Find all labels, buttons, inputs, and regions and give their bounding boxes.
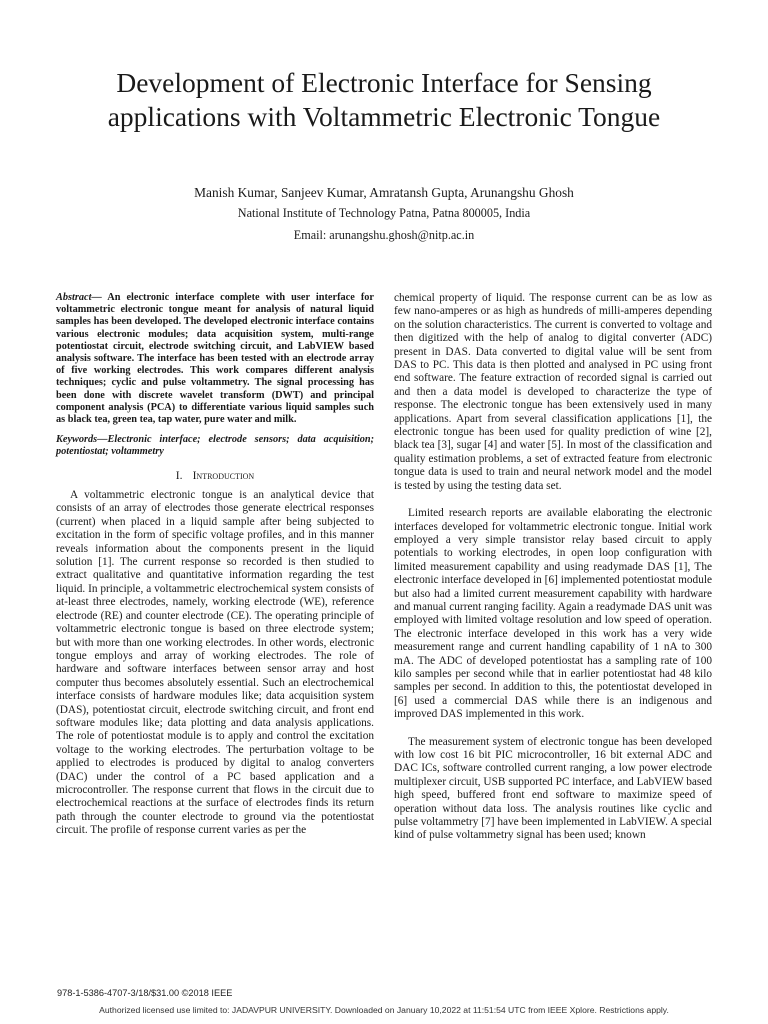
authors: Manish Kumar, Sanjeev Kumar, Amratansh Gupta, Arunangshu Ghosh bbox=[194, 185, 574, 200]
abstract-text: An electronic interface complete with user interface for voltammetric electronic tongue meant for analysis of natural liquid samples has been developed. The developed electronic interface contains various electronic modules; data acquisition system, multi-range potentiostat circuit, electrode switching circuit, and LabVIEW based analysis software. The interface has been tested with an electrode array of five working electrodes. This work compares different analysis techniques; cyclic and pulse voltammetry. The signal processing has been done with discrete wavelet transform (DWT) and principal component analysis (PCA) to differentiate various liquid samples such as black tea, green tea, tap water, pure water and milk. bbox=[56, 292, 374, 426]
section-title: Introduction bbox=[192, 468, 255, 482]
title-line-1: Development of Electronic Interface for Sensing bbox=[116, 67, 652, 98]
section-number: I. bbox=[175, 468, 183, 482]
copyright-notice: 978-1-5386-4707-3/18/$31.00 ©2018 IEEE bbox=[57, 988, 233, 998]
abstract bbox=[56, 292, 374, 426]
paragraph: The measurement system of electronic tongue has been developed with low cost 16 bit PIC microcontroller, 16 bit external ADC and DAC ICs, software controlled current ranging, a low power electrode multiplexer circuit, USB supported PC interface, and LabVIEW based high speed, buffered front end software to maximize speed of operation without data loss. The analysis routines like cyclic and pulse voltammetry [7] have been implemented in LabVIEW. A special kind of pulse voltammetry signal has been used; known bbox=[394, 735, 712, 842]
paragraph: chemical property of liquid. The response current can be as low as few nano-amperes or as high as hundreds of milli-amperes depending on the solution characteristics. The current is converted to voltage and then digitized with the help of analog to digital converter (ADC) present in DAS. Data converted to digital value will be sent from DAS to PC. This data is then plotted and analysed in PC using front end software. The feature extraction of recorded signal is carried out and then a data model is developed to characterize the type of response. The electronic tongue has been extensively used in many applications. Apart from several classification applications [1], the electronic tongue has been used for quality prediction of wine [2], black tea [3], sugar [4] and water [5]. In most of the classification and quality estimation problems, a set of extracted feature from electronic tongue data is used to train and neural network model and the model is tested by using the testing data set. bbox=[394, 292, 712, 492]
paragraph: Limited research reports are available elaborating the electronic interfaces developed for voltammetric electronic tongue. Initial work employed a very simple transistor relay based circuit to apply potentials to working electrodes, in open loop configuration with limited measurement capability and using readymade DAS [1], The electronic interface developed in [6] implemented potentiostat module but also had a limited current measurement capability with hardware and manual current ranging facility. Again a readymade DAS unit was employed with limited voltage resolution and low speed of operation. The electronic interface developed in this work has a very wide measurement range and current handling capability of 1 nA to 300 mA. The ADC of developed potentiostat has a sampling rate of 100 kilo samples per second while that in earlier potentiostat had 48 kilo samples per second. In addition to this, the potentiostat developed in [6] used a commercial DAS while there is an indigenous and improved DAS implemented in this work. bbox=[394, 507, 712, 721]
license-notice: Authorized licensed use limited to: JADAVPUR UNIVERSITY. Downloaded on January 10,2022 at 11:51:54 UTC from IEEE Xplore. Restrictions apply. bbox=[99, 1005, 669, 1015]
title-line-2: applications with Voltammetric Electronic Tongue bbox=[107, 101, 661, 132]
paragraph: A voltammetric electronic tongue is an analytical device that consists of an array of electrodes those generate electrical responses (current) when placed in a liquid sample after being subjected to excitation in the form of specific voltage profiles, and in this manner reveals information about the components present in the liquid solution [1]. The current response so recorded is then studied to extract qualitative and quantitative information regarding the test liquid. In principle, a voltammetric electrochemical system consists of at-least three electrodes, namely, working electrode (WE), reference electrode (RE) and counter electrode (CE). The operating principle of voltammetric electronic tongue is based on three electrode system; but with more than one working electrodes. In other words, electronic tongue employs and array of working electrodes. The role of hardware and software interfaces between sensor array and host computer thus becomes absolutely essential. Such an electrochemical interface consists of hardware modules like; data acquisition system (DAS), potentiostat circuit, electrode switching circuit, and front end software modules like; data plotting and data analysis applications. The role of potentiostat module is to apply and control the excitation voltage to the working electrodes. The perturbation voltage to be applied to electrodes is produced by digital to analog converters (DAC) under the control of a PC based application and a microcontroller. The response current that flows in the circuit due to electrochemical reactions at the surface of electrodes finds its return path through the counter electrode to ground via the potentiostat circuit. The profile of response current varies as per the bbox=[56, 489, 374, 837]
section-heading bbox=[56, 469, 374, 482]
left-column bbox=[56, 292, 374, 844]
email: Email: arunangshu.ghosh@nitp.ac.in bbox=[293, 228, 475, 242]
right-column bbox=[394, 292, 712, 849]
paper-title bbox=[40, 66, 728, 134]
keywords: Keywords—Electronic interface; electrode sensors; data acquisition; potentiostat; voltammetry bbox=[56, 434, 374, 458]
abstract-lead: Abstract— bbox=[56, 292, 102, 303]
affiliation: National Institute of Technology Patna, Patna 800005, India bbox=[237, 206, 531, 220]
